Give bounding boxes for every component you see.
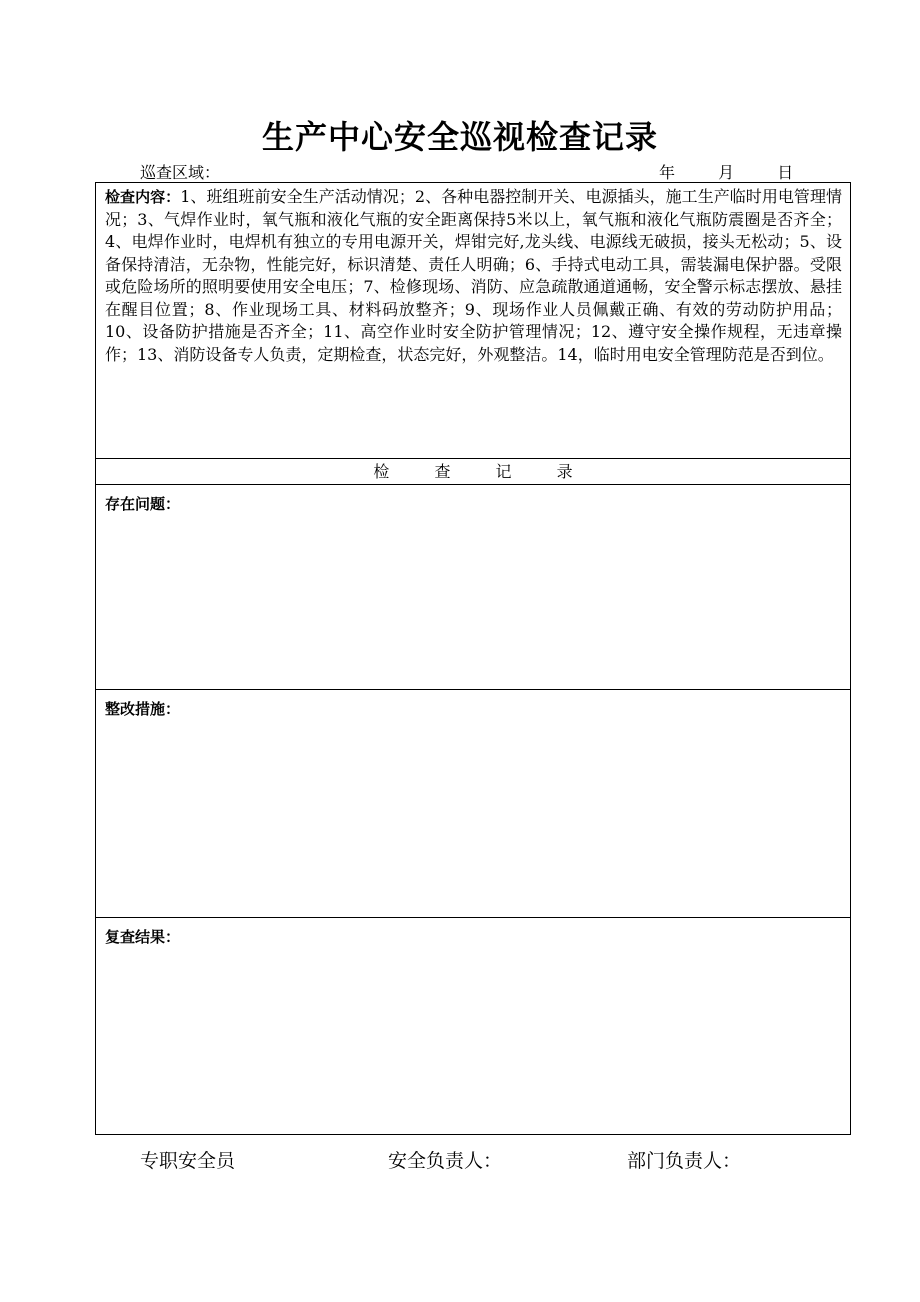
record-header-char: 记 — [495, 462, 512, 481]
safety-officer-signature-label: 专职安全员 — [140, 1150, 236, 1172]
existing-problems-cell[interactable] — [96, 485, 850, 690]
record-section-header — [96, 459, 850, 485]
meta-row — [140, 160, 820, 182]
inspection-content-text: 1、班组班前安全生产活动情况；2、各种电器控制开关、电源插头，施工生产临时用电管理情况；3、气焊作业时，氧气瓶和液化气瓶的安全距离保持5米以上，氧气瓶和液化气瓶防震圈是否齐全；4、电焊作业时，电焊机有独立的专用电源开关，焊钳完好,龙头线、电源线无破损，接头无松动；5、设备保持清洁，无杂物，性能完好，标识清楚、责任人明确；6、手持式电动工具，需装漏电保护器。受限或危险场所的照明要使用安全电压；7、检修现场、消防、应急疏散通道通畅，安全警示标志摆放、悬挂在醒目位置；8、作业现场工具、材料码放整齐；9、现场作业人员佩戴正确、有效的劳动防护用品；10、设备防护措施是否齐全；11、高空作业时安全防护管理情况；12、遵守安全操作规程，无违章操作；13、消防设备专人负责，定期检查，状态完好，外观整洁。14，临时用电安全管理防范是否到位。 — [105, 187, 842, 364]
record-header-char: 查 — [434, 462, 451, 481]
record-header-char: 检 — [373, 462, 390, 481]
existing-problems-label: 存在问题： — [105, 495, 181, 513]
record-header-char: 录 — [556, 462, 573, 481]
safety-manager-signature-label: 安全负责人： — [388, 1150, 503, 1172]
review-result-label: 复查结果： — [105, 928, 181, 946]
rectification-measures-label: 整改措施： — [105, 700, 181, 718]
date-day-label: 日 — [777, 163, 794, 182]
inspection-area-label: 巡查区域： — [140, 163, 221, 182]
signature-row — [140, 1146, 840, 1172]
dept-manager-signature-label: 部门负责人： — [627, 1150, 742, 1172]
rectification-measures-cell[interactable] — [96, 690, 850, 918]
date-month-label: 月 — [718, 163, 735, 182]
inspection-form-table — [95, 182, 851, 1135]
page-title: 生产中心安全巡视检查记录 — [261, 118, 658, 156]
date-year-label: 年 — [659, 163, 676, 182]
inspection-content-label: 检查内容： — [105, 188, 181, 206]
inspection-content-cell — [96, 183, 850, 459]
date-field — [659, 160, 793, 183]
review-result-cell[interactable] — [96, 918, 850, 1134]
